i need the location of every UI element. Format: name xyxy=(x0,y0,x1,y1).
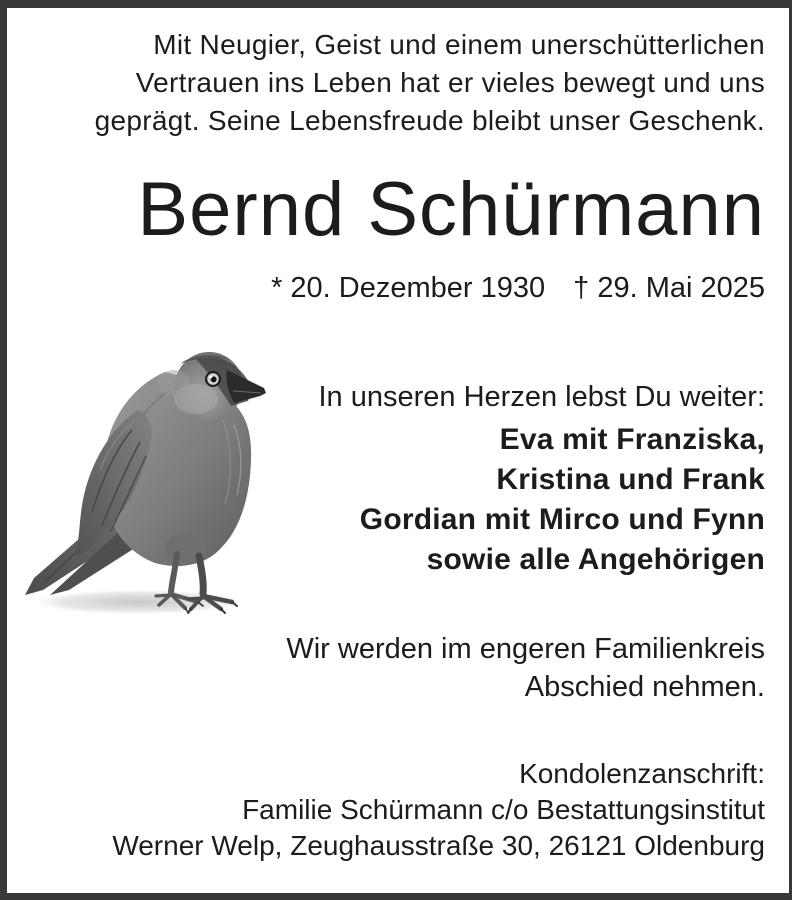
intro-line: Vertrauen ins Leben hat er vieles bewegt und uns xyxy=(135,67,765,98)
farewell-paragraph xyxy=(31,630,765,706)
condolence-line: Werner Welp, Zeughausstraße 30, 26121 Oldenburg xyxy=(112,830,765,861)
intro-line: geprägt. Seine Lebensfreude bleibt unser Geschenk. xyxy=(94,105,765,136)
mourner-line: Gordian mit Mirco und Fynn xyxy=(359,503,765,536)
farewell-line: Abschied nehmen. xyxy=(524,671,765,703)
condolence-address xyxy=(31,756,765,864)
intro-line: Mit Neugier, Geist und einem unerschütterlichen xyxy=(153,29,765,60)
condolence-heading: Kondolenzanschrift: xyxy=(519,758,765,789)
deceased-name: Bernd Schürmann xyxy=(137,167,765,252)
mourners-list xyxy=(31,420,765,580)
memorial-heading: In unseren Herzen lebst Du weiter: xyxy=(318,381,765,413)
farewell-line: Wir werden im engeren Familienkreis xyxy=(286,633,765,665)
mourner-line: Kristina und Frank xyxy=(496,463,765,496)
life-dates xyxy=(31,270,765,306)
birth-date: * 20. Dezember 1930 xyxy=(271,272,546,304)
condolence-line: Familie Schürmann c/o Bestattungsinstitut xyxy=(242,794,765,825)
intro-paragraph xyxy=(31,26,765,140)
obituary-card xyxy=(7,8,789,893)
mourner-line: sowie alle Angehörigen xyxy=(426,543,765,576)
mourner-line: Eva mit Franziska, xyxy=(499,423,765,456)
death-date: † 29. Mai 2025 xyxy=(573,272,765,304)
